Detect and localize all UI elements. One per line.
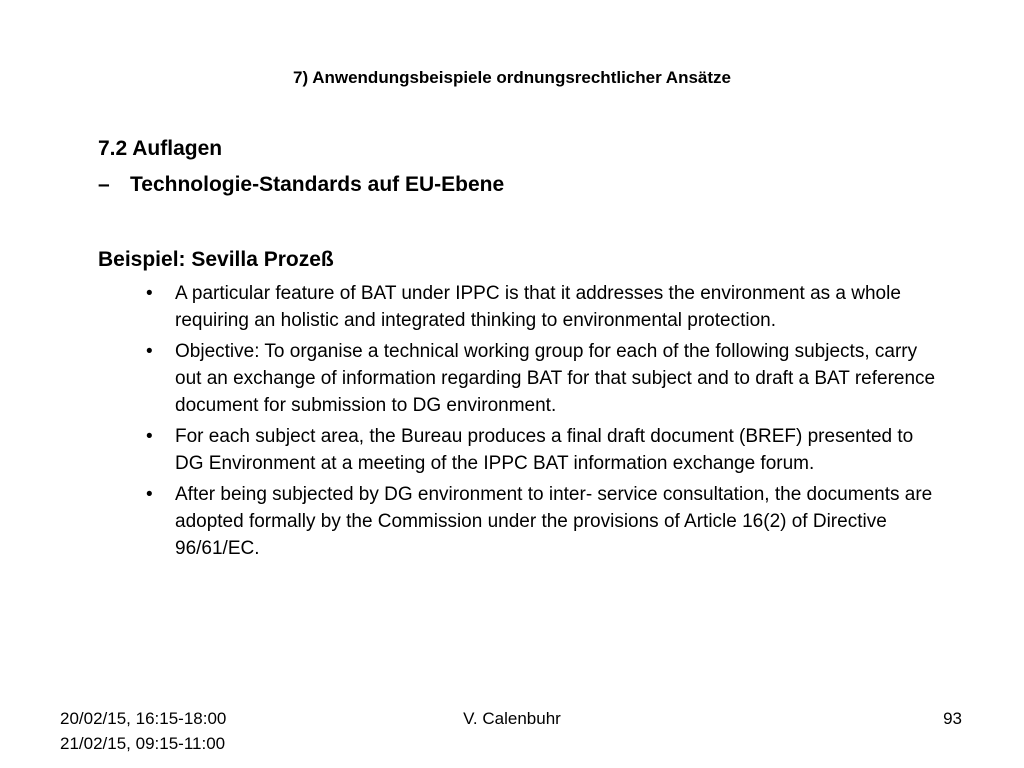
bullet-icon: • (146, 283, 153, 304)
bullet-text: For each subject area, the Bureau produces a final draft document (BREF) presented to DG Environment at a meeting of the IPPC BAT information exchange forum. (175, 426, 914, 474)
footer-author: V. Calenbuhr (463, 709, 561, 728)
section-heading: 7.2 Auflagen (98, 137, 223, 160)
sub-heading-text: Technologie-Standards auf EU-Ebene (130, 173, 505, 196)
example-heading: Beispiel: Sevilla Prozeß (98, 248, 334, 271)
footer-page-number: 93 (943, 709, 962, 728)
bullet-icon: • (146, 484, 153, 505)
bullet-text: After being subjected by DG environment to inter- service consultation, the documents are adopted formally by the Commission under the provisions of Article 16(2) of Directive 96/61/EC. (175, 484, 933, 559)
bullet-icon: • (146, 341, 153, 362)
sub-heading (98, 170, 504, 200)
bullet-text: A particular feature of BAT under IPPC is that it addresses the environment as a whole requiring an holistic and integrated thinking to environmental protection. (175, 283, 901, 331)
bullet-item-2 (146, 338, 946, 419)
slide-title: 7) Anwendungsbeispiele ordnungsrechtlicher Ansätze (293, 68, 731, 87)
sub-heading-dash: – (98, 173, 110, 196)
bullet-text: Objective: To organise a technical working group for each of the following subjects, carry out an exchange of information regarding BAT for that subject and to draft a BAT reference document for submission to DG environment. (175, 341, 936, 416)
bullet-list (146, 280, 946, 566)
bullet-icon: • (146, 426, 153, 447)
bullet-item-3 (146, 423, 946, 477)
footer-date-line-1: 20/02/15, 16:15-18:00 (60, 709, 227, 728)
footer-date-line-2: 21/02/15, 09:15-11:00 (60, 734, 226, 753)
bullet-item-1 (146, 280, 946, 334)
bullet-item-4 (146, 481, 946, 562)
